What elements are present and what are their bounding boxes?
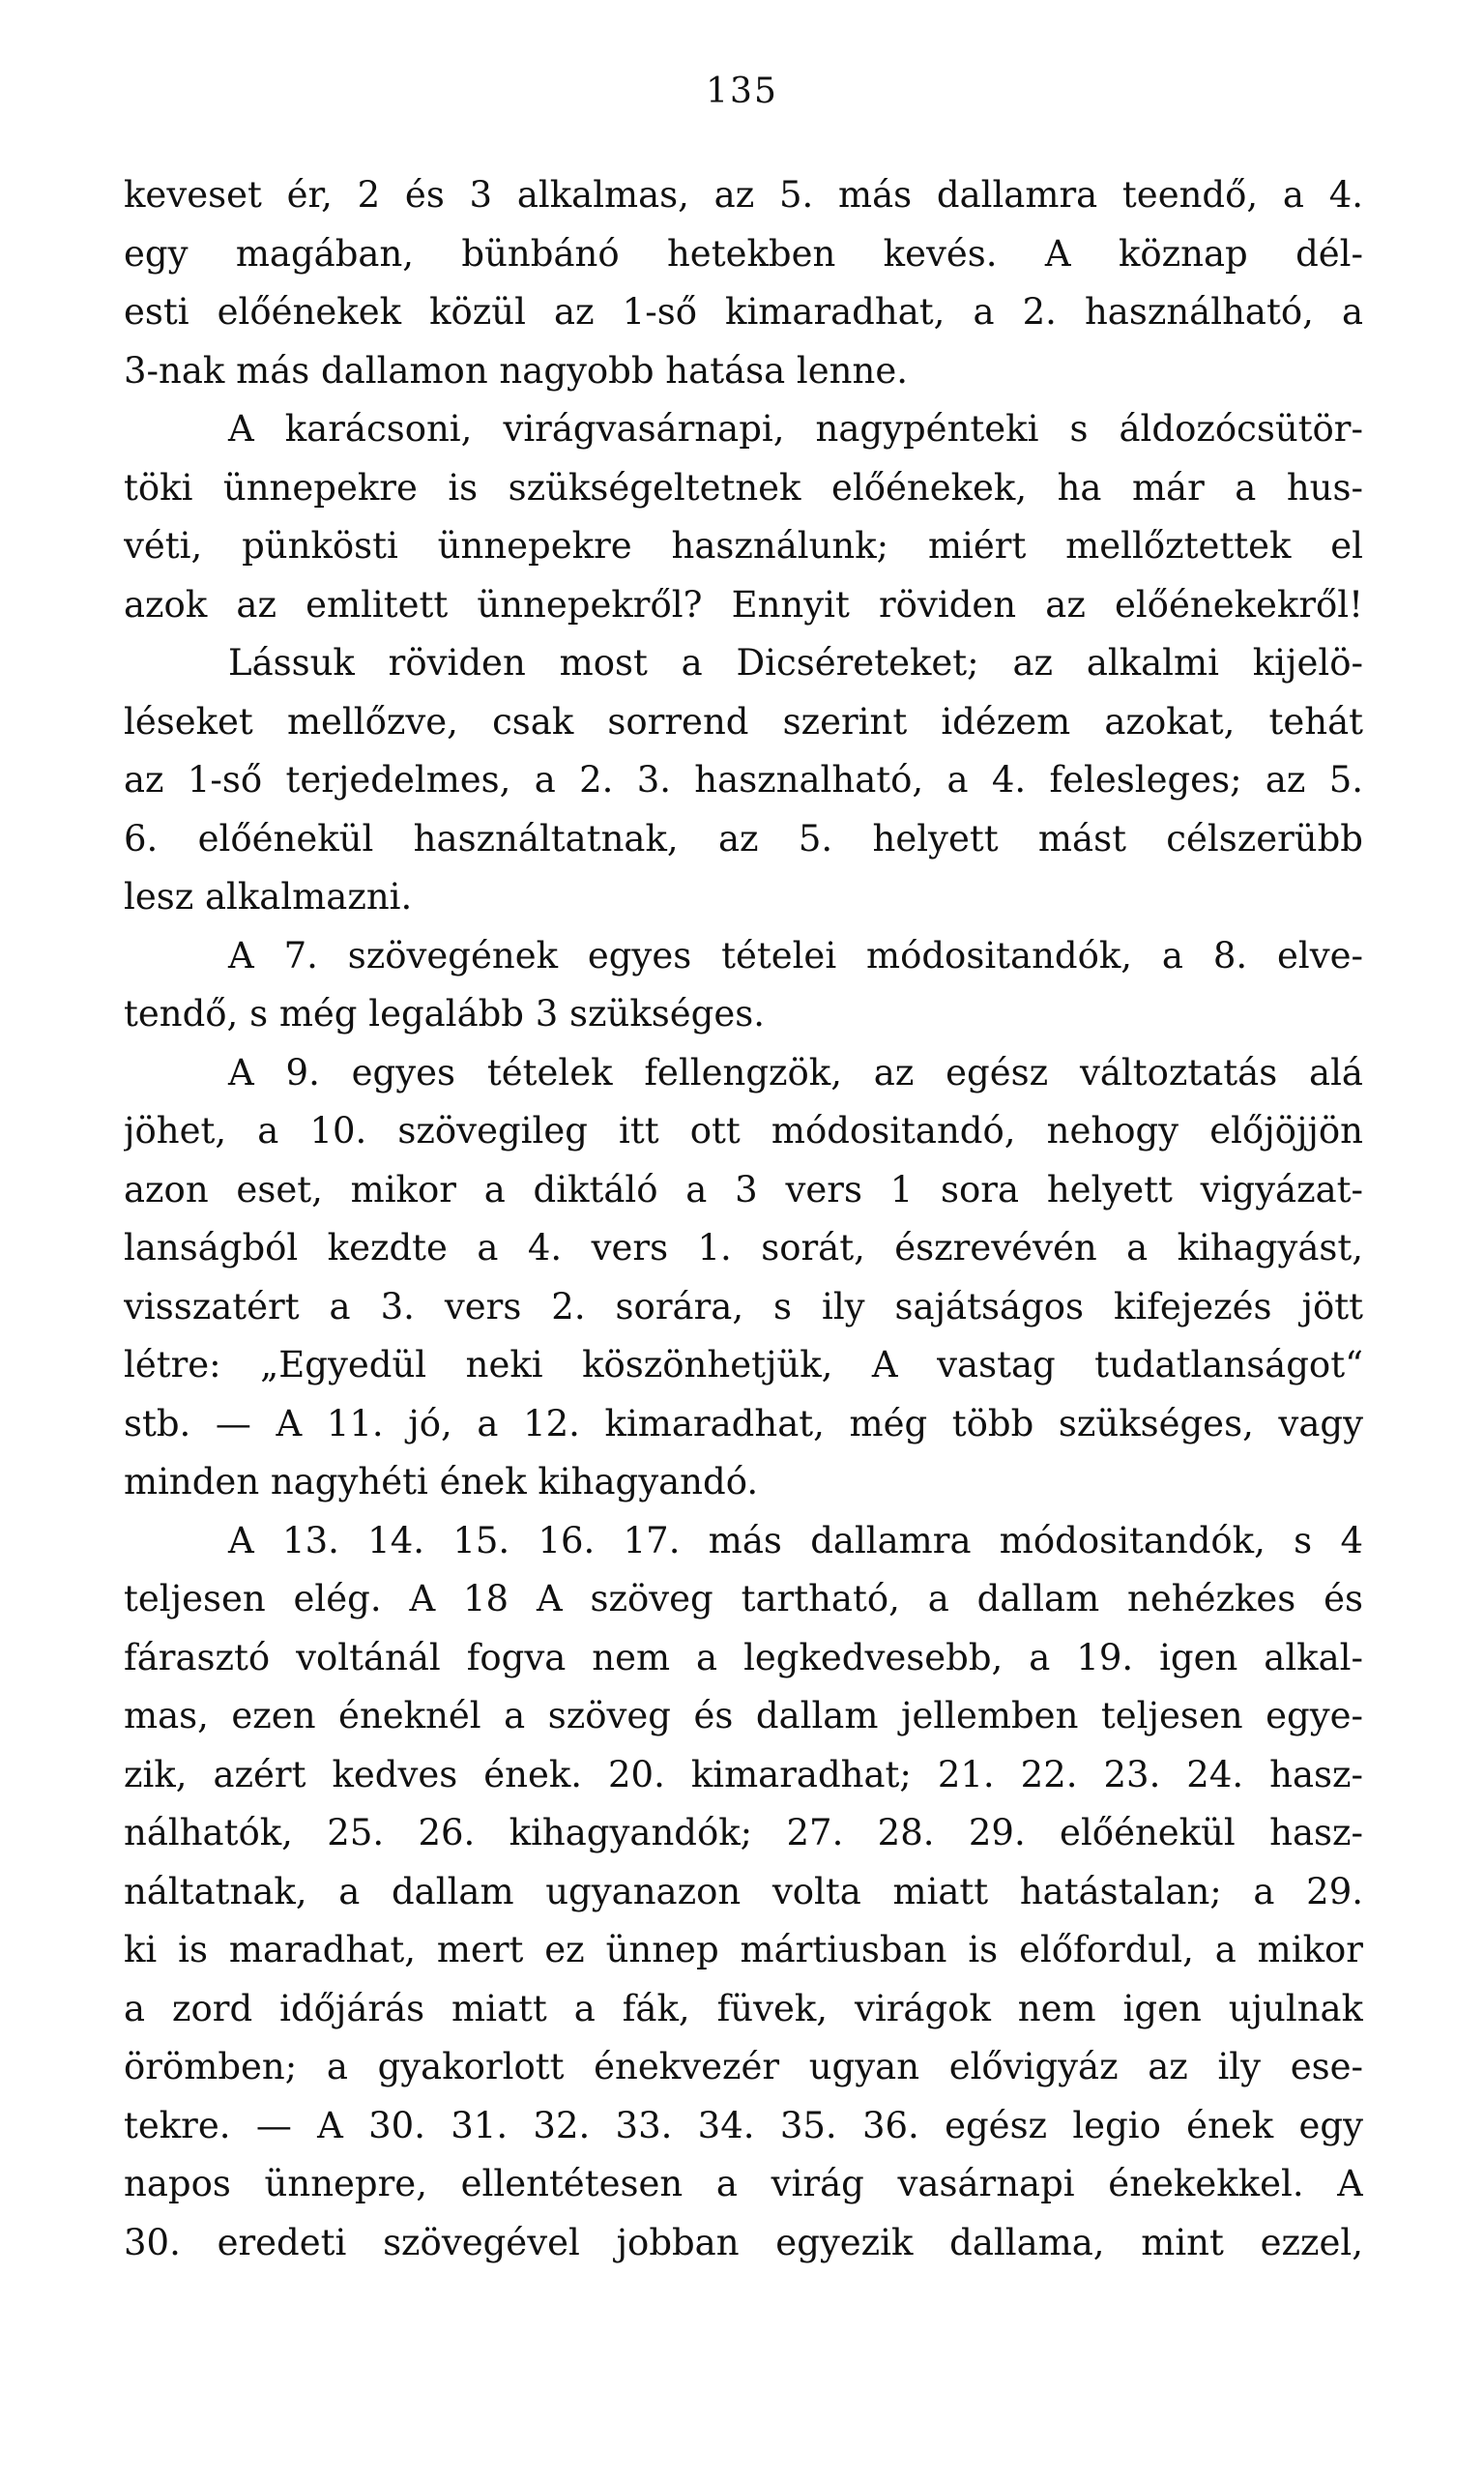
text-line-17: jöhet, a 10. szövegileg itt ott módositandó, nehogy előjöjjön bbox=[124, 1110, 1363, 1152]
text-line-15: tendő, s még legalább 3 szükséges. bbox=[124, 993, 766, 1035]
text-line-33: örömben; a gyakorlott énekvezér ugyan elővigyáz az ily ese- bbox=[124, 2046, 1363, 2087]
text-line-32: a zord időjárás miatt a fák, füvek, virágok nem igen ujulnak bbox=[124, 1987, 1363, 2029]
text-line-10: léseket mellőzve, csak sorrend szerint idézem azokat, tehát bbox=[124, 700, 1363, 743]
text-line-26: fárasztó voltánál fogva nem a legkedvesebb, a 19. igen alkal- bbox=[124, 1636, 1363, 1678]
text-line-4: 3-nak más dallamon nagyobb hatása lenne. bbox=[124, 349, 908, 392]
text-line-19: lanságból kezdte a 4. vers 1. sorát, észrevévén a kihagyást, bbox=[124, 1227, 1363, 1269]
text-line-3: esti előénekek közül az 1-ső kimaradhat, a 2. használható, a bbox=[124, 291, 1363, 333]
text-line-34: tekre. — A 30. 31. 32. 33. 34. 35. 36. egész legio ének egy bbox=[124, 2104, 1363, 2146]
text-line-25: teljesen elég. A 18 A szöveg tartható, a dallam nehézkes és bbox=[124, 1578, 1363, 1619]
text-line-6: töki ünnepekre is szükségeltetnek előénekek, ha már a hus- bbox=[124, 466, 1363, 509]
text-line-8: azok az emlitett ünnepekről? Ennyit röviden az előénekekről! bbox=[124, 583, 1363, 626]
text-line-30: náltatnak, a dallam ugyanazon volta miatt hatástalan; a 29. bbox=[124, 1870, 1363, 1912]
body-text bbox=[124, 166, 1363, 2272]
text-line-12: 6. előénekül használtatnak, az 5. helyett mást célszerübb bbox=[124, 817, 1363, 860]
text-line-20: visszatért a 3. vers 2. sorára, s ily sajátságos kifejezés jött bbox=[124, 1285, 1363, 1328]
text-line-11: az 1-ső terjedelmes, a 2. 3. hasznalható, a 4. felesleges; az 5. bbox=[124, 759, 1363, 801]
text-line-31: ki is maradhat, mert ez ünnep mártiusban is előfordul, a mikor bbox=[124, 1929, 1363, 1970]
text-line-9: Lássuk röviden most a Dicséreteket; az alkalmi kijelö- bbox=[228, 642, 1363, 684]
text-line-13: lesz alkalmazni. bbox=[124, 876, 413, 918]
text-line-24: A 13. 14. 15. 16. 17. más dallamra módositandók, s 4 bbox=[228, 1519, 1363, 1561]
text-line-35: napos ünnepre, ellentétesen a virág vasárnapi énekekkel. A bbox=[124, 2163, 1363, 2204]
text-line-36: 30. eredeti szövegével jobban egyezik dallama, mint ezzel, bbox=[124, 2221, 1363, 2263]
text-line-22: stb. — A 11. jó, a 12. kimaradhat, még több szükséges, vagy bbox=[124, 1402, 1363, 1444]
text-line-21: létre: „Egyedül neki köszönhetjük, A vastag tudatlanságot“ bbox=[124, 1344, 1363, 1386]
text-line-23: minden nagyhéti ének kihagyandó. bbox=[124, 1461, 759, 1503]
text-line-28: zik, azért kedves ének. 20. kimaradhat; 21. 22. 23. 24. hasz- bbox=[124, 1753, 1363, 1795]
text-line-1: keveset ér, 2 és 3 alkalmas, az 5. más dallamra teendő, a 4. bbox=[124, 174, 1363, 216]
page-number: 135 bbox=[706, 72, 778, 111]
text-line-5: A karácsoni, virágvasárnapi, nagypénteki s áldozócsütör- bbox=[228, 408, 1363, 450]
text-line-14: A 7. szövegének egyes tételei módositandók, a 8. elve- bbox=[228, 934, 1363, 977]
text-line-27: mas, ezen éneknél a szöveg és dallam jellemben teljesen egye- bbox=[124, 1695, 1363, 1736]
text-line-29: nálhatók, 25. 26. kihagyandók; 27. 28. 29. előénekül hasz- bbox=[124, 1812, 1363, 1853]
text-line-7: véti, pünkösti ünnepekre használunk; miért mellőztettek el bbox=[124, 525, 1363, 567]
text-line-18: azon eset, mikor a diktáló a 3 vers 1 sora helyett vigyázat- bbox=[124, 1168, 1363, 1211]
text-line-16: A 9. egyes tételek fellengzök, az egész változtatás alá bbox=[228, 1051, 1363, 1094]
text-line-2: egy magában, bünbánó hetekben kevés. A köznap dél- bbox=[124, 232, 1363, 275]
